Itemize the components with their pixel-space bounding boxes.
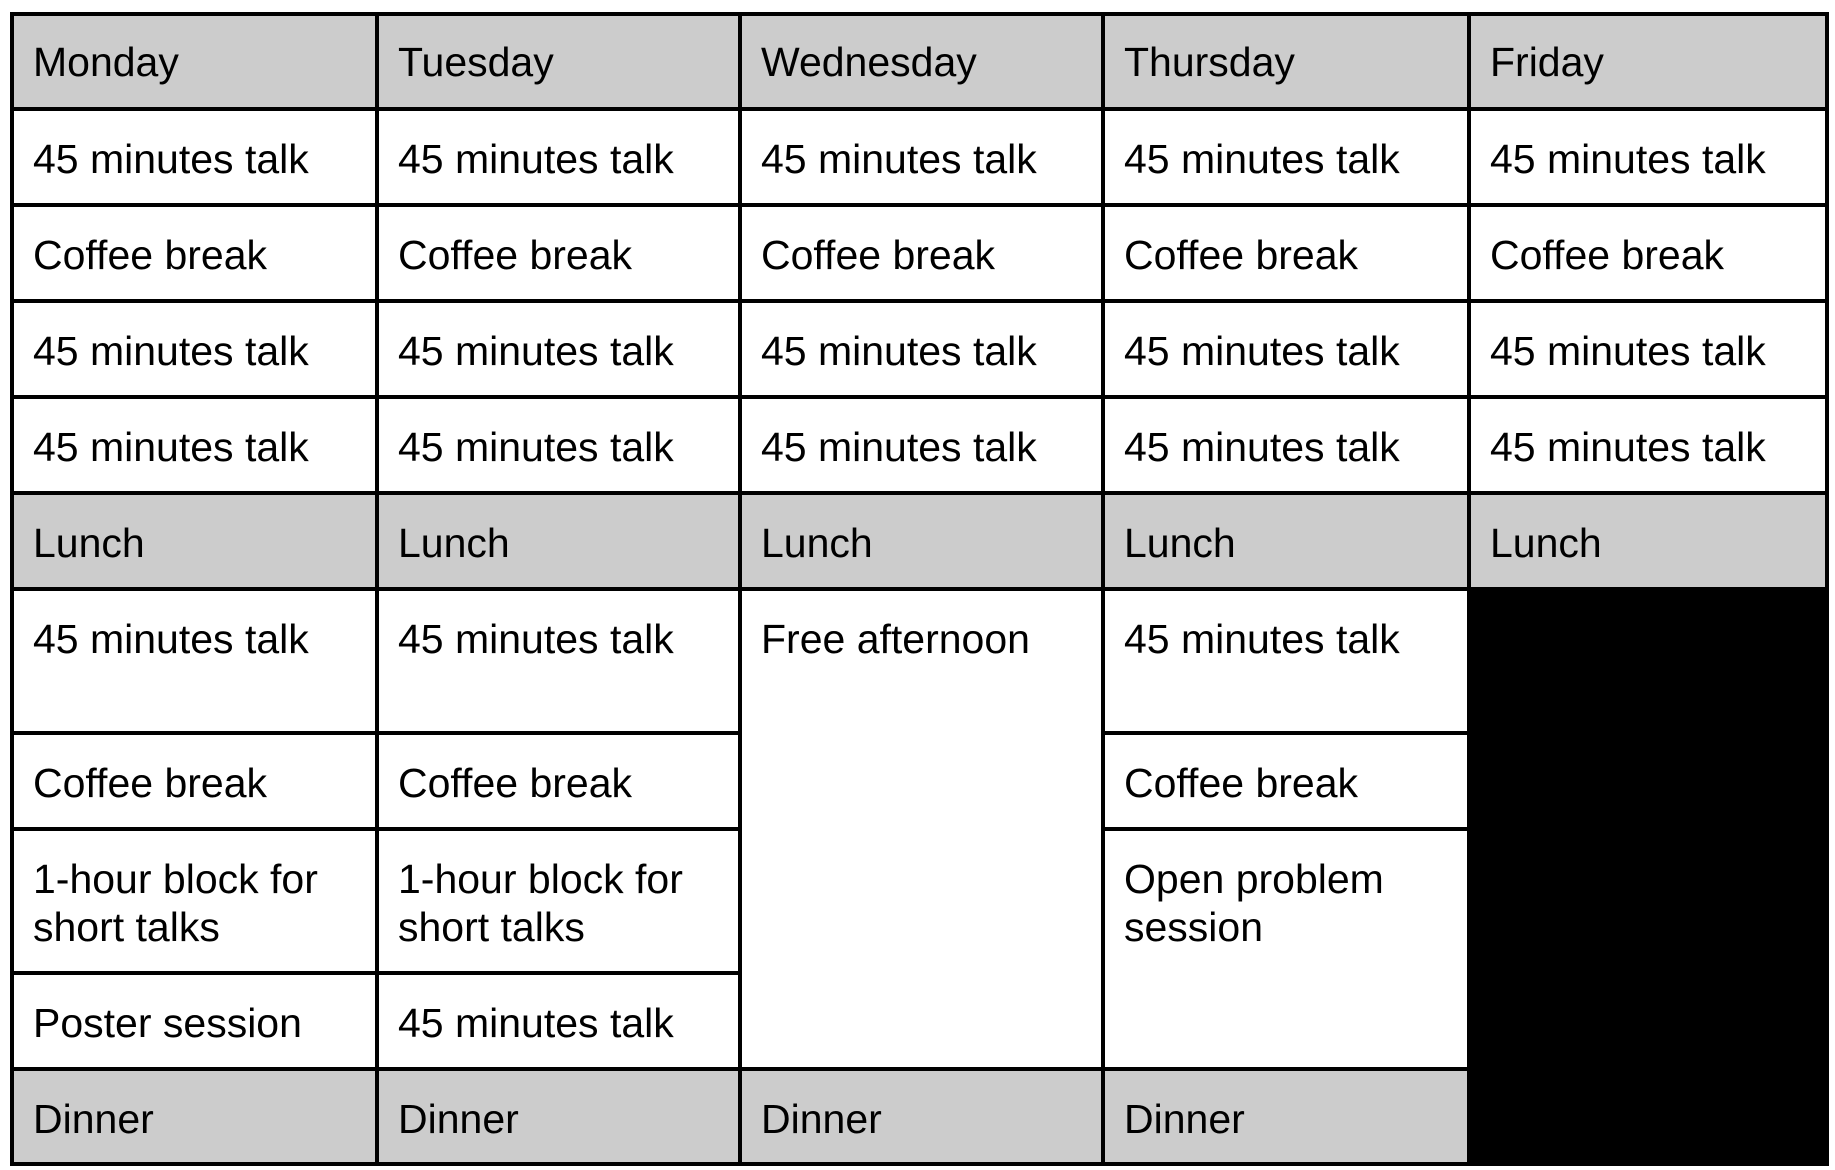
lunch-cell: Lunch	[1469, 493, 1827, 589]
schedule-cell: Poster session	[12, 973, 377, 1069]
schedule-cell: Open problem session	[1103, 829, 1469, 1069]
afternoon-row-1	[12, 589, 1827, 733]
dinner-cell: Dinner	[1103, 1069, 1469, 1164]
morning-row-4	[12, 397, 1827, 493]
schedule-cell: 45 minutes talk	[740, 397, 1103, 493]
schedule-cell: 45 minutes talk	[1103, 589, 1469, 733]
dinner-cell: Dinner	[740, 1069, 1103, 1164]
schedule-cell: 45 minutes talk	[12, 397, 377, 493]
dinner-cell: Dinner	[377, 1069, 740, 1164]
day-header-tuesday: Tuesday	[377, 14, 740, 109]
schedule-cell: 45 minutes talk	[377, 301, 740, 397]
morning-row-2	[12, 205, 1827, 301]
schedule-cell: 45 minutes talk	[12, 109, 377, 205]
schedule-cell: Coffee break	[12, 205, 377, 301]
schedule-cell: 45 minutes talk	[1469, 109, 1827, 205]
header-row	[12, 14, 1827, 109]
schedule-cell: 45 minutes talk	[12, 301, 377, 397]
lunch-cell: Lunch	[377, 493, 740, 589]
day-header-thursday: Thursday	[1103, 14, 1469, 109]
schedule-cell: 1-hour block for short talks	[12, 829, 377, 973]
morning-row-1	[12, 109, 1827, 205]
schedule-cell: 45 minutes talk	[12, 589, 377, 733]
lunch-row	[12, 493, 1827, 589]
schedule-cell: 45 minutes talk	[1469, 397, 1827, 493]
schedule-cell: 1-hour block for short talks	[377, 829, 740, 973]
schedule-cell: Coffee break	[12, 733, 377, 829]
free-afternoon-cell: Free afternoon	[740, 589, 1103, 1069]
schedule-cell: 45 minutes talk	[377, 973, 740, 1069]
schedule-cell: 45 minutes talk	[377, 397, 740, 493]
schedule-cell: Coffee break	[1469, 205, 1827, 301]
schedule-cell: 45 minutes talk	[1103, 109, 1469, 205]
day-header-monday: Monday	[12, 14, 377, 109]
day-header-wednesday: Wednesday	[740, 14, 1103, 109]
lunch-cell: Lunch	[740, 493, 1103, 589]
schedule-cell: 45 minutes talk	[1103, 397, 1469, 493]
lunch-cell: Lunch	[12, 493, 377, 589]
schedule-cell: Coffee break	[377, 205, 740, 301]
schedule-cell: 45 minutes talk	[377, 109, 740, 205]
schedule-cell: 45 minutes talk	[1469, 301, 1827, 397]
schedule-cell: Coffee break	[1103, 205, 1469, 301]
schedule-table	[10, 12, 1829, 1166]
schedule-cell: Coffee break	[740, 205, 1103, 301]
schedule-cell: 45 minutes talk	[740, 301, 1103, 397]
dinner-cell: Dinner	[12, 1069, 377, 1164]
schedule-cell: Coffee break	[1103, 733, 1469, 829]
schedule-cell: 45 minutes talk	[377, 589, 740, 733]
lunch-cell: Lunch	[1103, 493, 1469, 589]
day-header-friday: Friday	[1469, 14, 1827, 109]
schedule-cell: 45 minutes talk	[740, 109, 1103, 205]
friday-afternoon-blackout	[1469, 589, 1827, 1164]
morning-row-3	[12, 301, 1827, 397]
schedule-cell: Coffee break	[377, 733, 740, 829]
schedule-cell: 45 minutes talk	[1103, 301, 1469, 397]
